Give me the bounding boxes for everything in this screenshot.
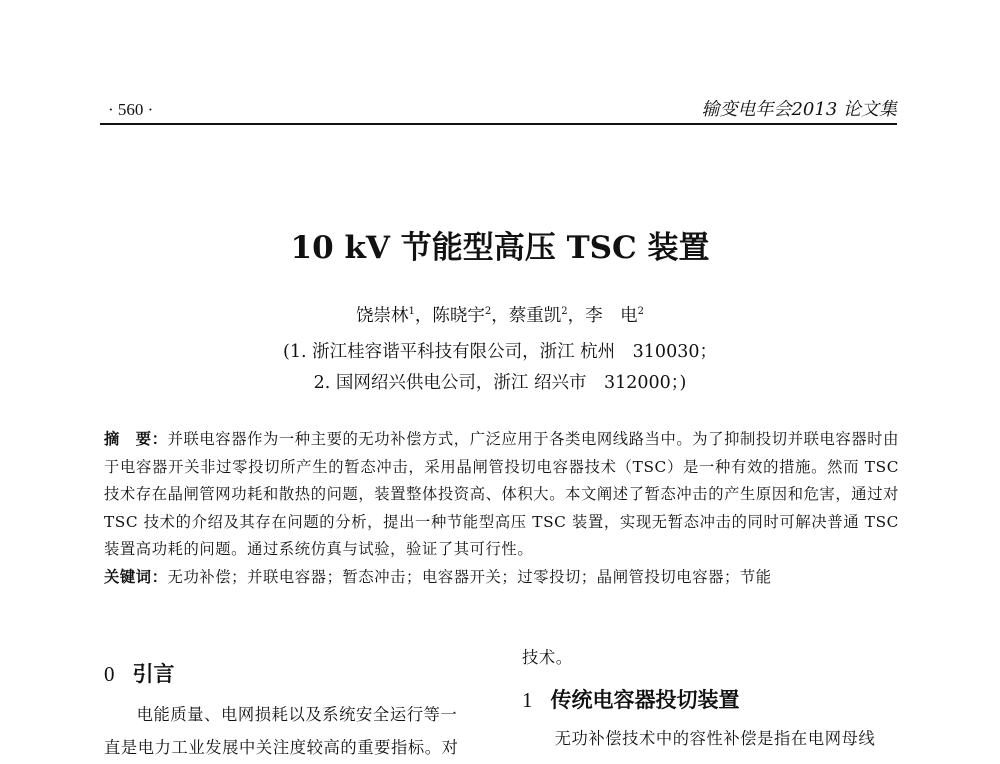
page-number: · 560 · bbox=[108, 100, 154, 119]
header-divider bbox=[100, 123, 897, 125]
keywords-text: 无功补偿；并联电容器；暂态冲击；电容器开关；过零投切；晶闸管投切电容器；节能 bbox=[167, 567, 772, 586]
abstract-label: 摘 要： bbox=[104, 430, 168, 448]
body-line: 技术。 bbox=[522, 648, 573, 667]
keywords-label: 关键词： bbox=[104, 567, 168, 586]
author-name: 饶崇林 bbox=[356, 306, 409, 326]
left-column bbox=[104, 658, 482, 764]
author-name: 陈晓宇 bbox=[432, 306, 485, 326]
body-line: 直是电力工业发展中关注度较高的重要指标。对 bbox=[104, 738, 459, 757]
abstract-paragraph bbox=[104, 426, 899, 564]
author-affiliation-mark: 2 bbox=[561, 306, 568, 317]
author-name: 蔡重凯 bbox=[508, 306, 562, 326]
paper-title: 10 kV 节能型高压 TSC 装置 bbox=[290, 230, 710, 266]
abstract-text: 并联电容器作为一种主要的无功补偿方式，广泛应用于各类电网线路当中。为了抑制投切并联电容器时由于电容器开关非过零投切所产生的暂态冲击，采用晶闸管投切电容器技术（TSC）是一种有效的措施。然而 TSC 技术存在晶闸管网功耗和散热的问题，装置整体投资高、体积大。本文阐述了暂态冲击的产生原因和危害，通过对 TSC 技术的介绍及其存在问题的分析，提出一种节能型高压 TSC 装置，实现无暂态冲击的同时可解决普通 TSC 装置高功耗的问题。通过系统仿真与试验，验证了其可行性。 bbox=[104, 430, 899, 558]
journal-name: 输变电年会2013 论文集 bbox=[701, 99, 897, 120]
keywords-paragraph bbox=[104, 564, 899, 592]
body-line: 电能质量、电网损耗以及系统安全运行等一 bbox=[136, 705, 458, 724]
affiliation-1: (1. 浙江桂容谐平科技有限公司，浙江 杭州 310030； bbox=[283, 342, 717, 362]
right-column bbox=[522, 641, 900, 755]
section-heading-1 bbox=[522, 684, 900, 714]
author-affiliation-mark: 2 bbox=[637, 306, 644, 317]
section-heading-intro bbox=[104, 658, 482, 688]
affiliation-2: 2. 国网绍兴供电公司，浙江 绍兴市 312000；) bbox=[313, 373, 687, 393]
abstract-block bbox=[104, 426, 899, 591]
section-number: 0 bbox=[104, 662, 115, 686]
author-name: 李 电 bbox=[585, 306, 638, 326]
author-affiliation-mark: 2 bbox=[484, 306, 492, 317]
author-list: 饶崇林$^1$，陈晓宇$^2$，蔡重凯$^2$，李 电$^2$ bbox=[356, 306, 644, 326]
body-line: 无功补偿技术中的容性补偿是指在电网母线 bbox=[554, 729, 876, 748]
section-title: 传统电容器投切装置 bbox=[550, 688, 740, 712]
section-number: 1 bbox=[522, 688, 533, 712]
author-affiliation-mark: 1 bbox=[408, 306, 415, 317]
section-title: 引言 bbox=[132, 662, 175, 686]
intro-paragraph bbox=[104, 698, 482, 764]
